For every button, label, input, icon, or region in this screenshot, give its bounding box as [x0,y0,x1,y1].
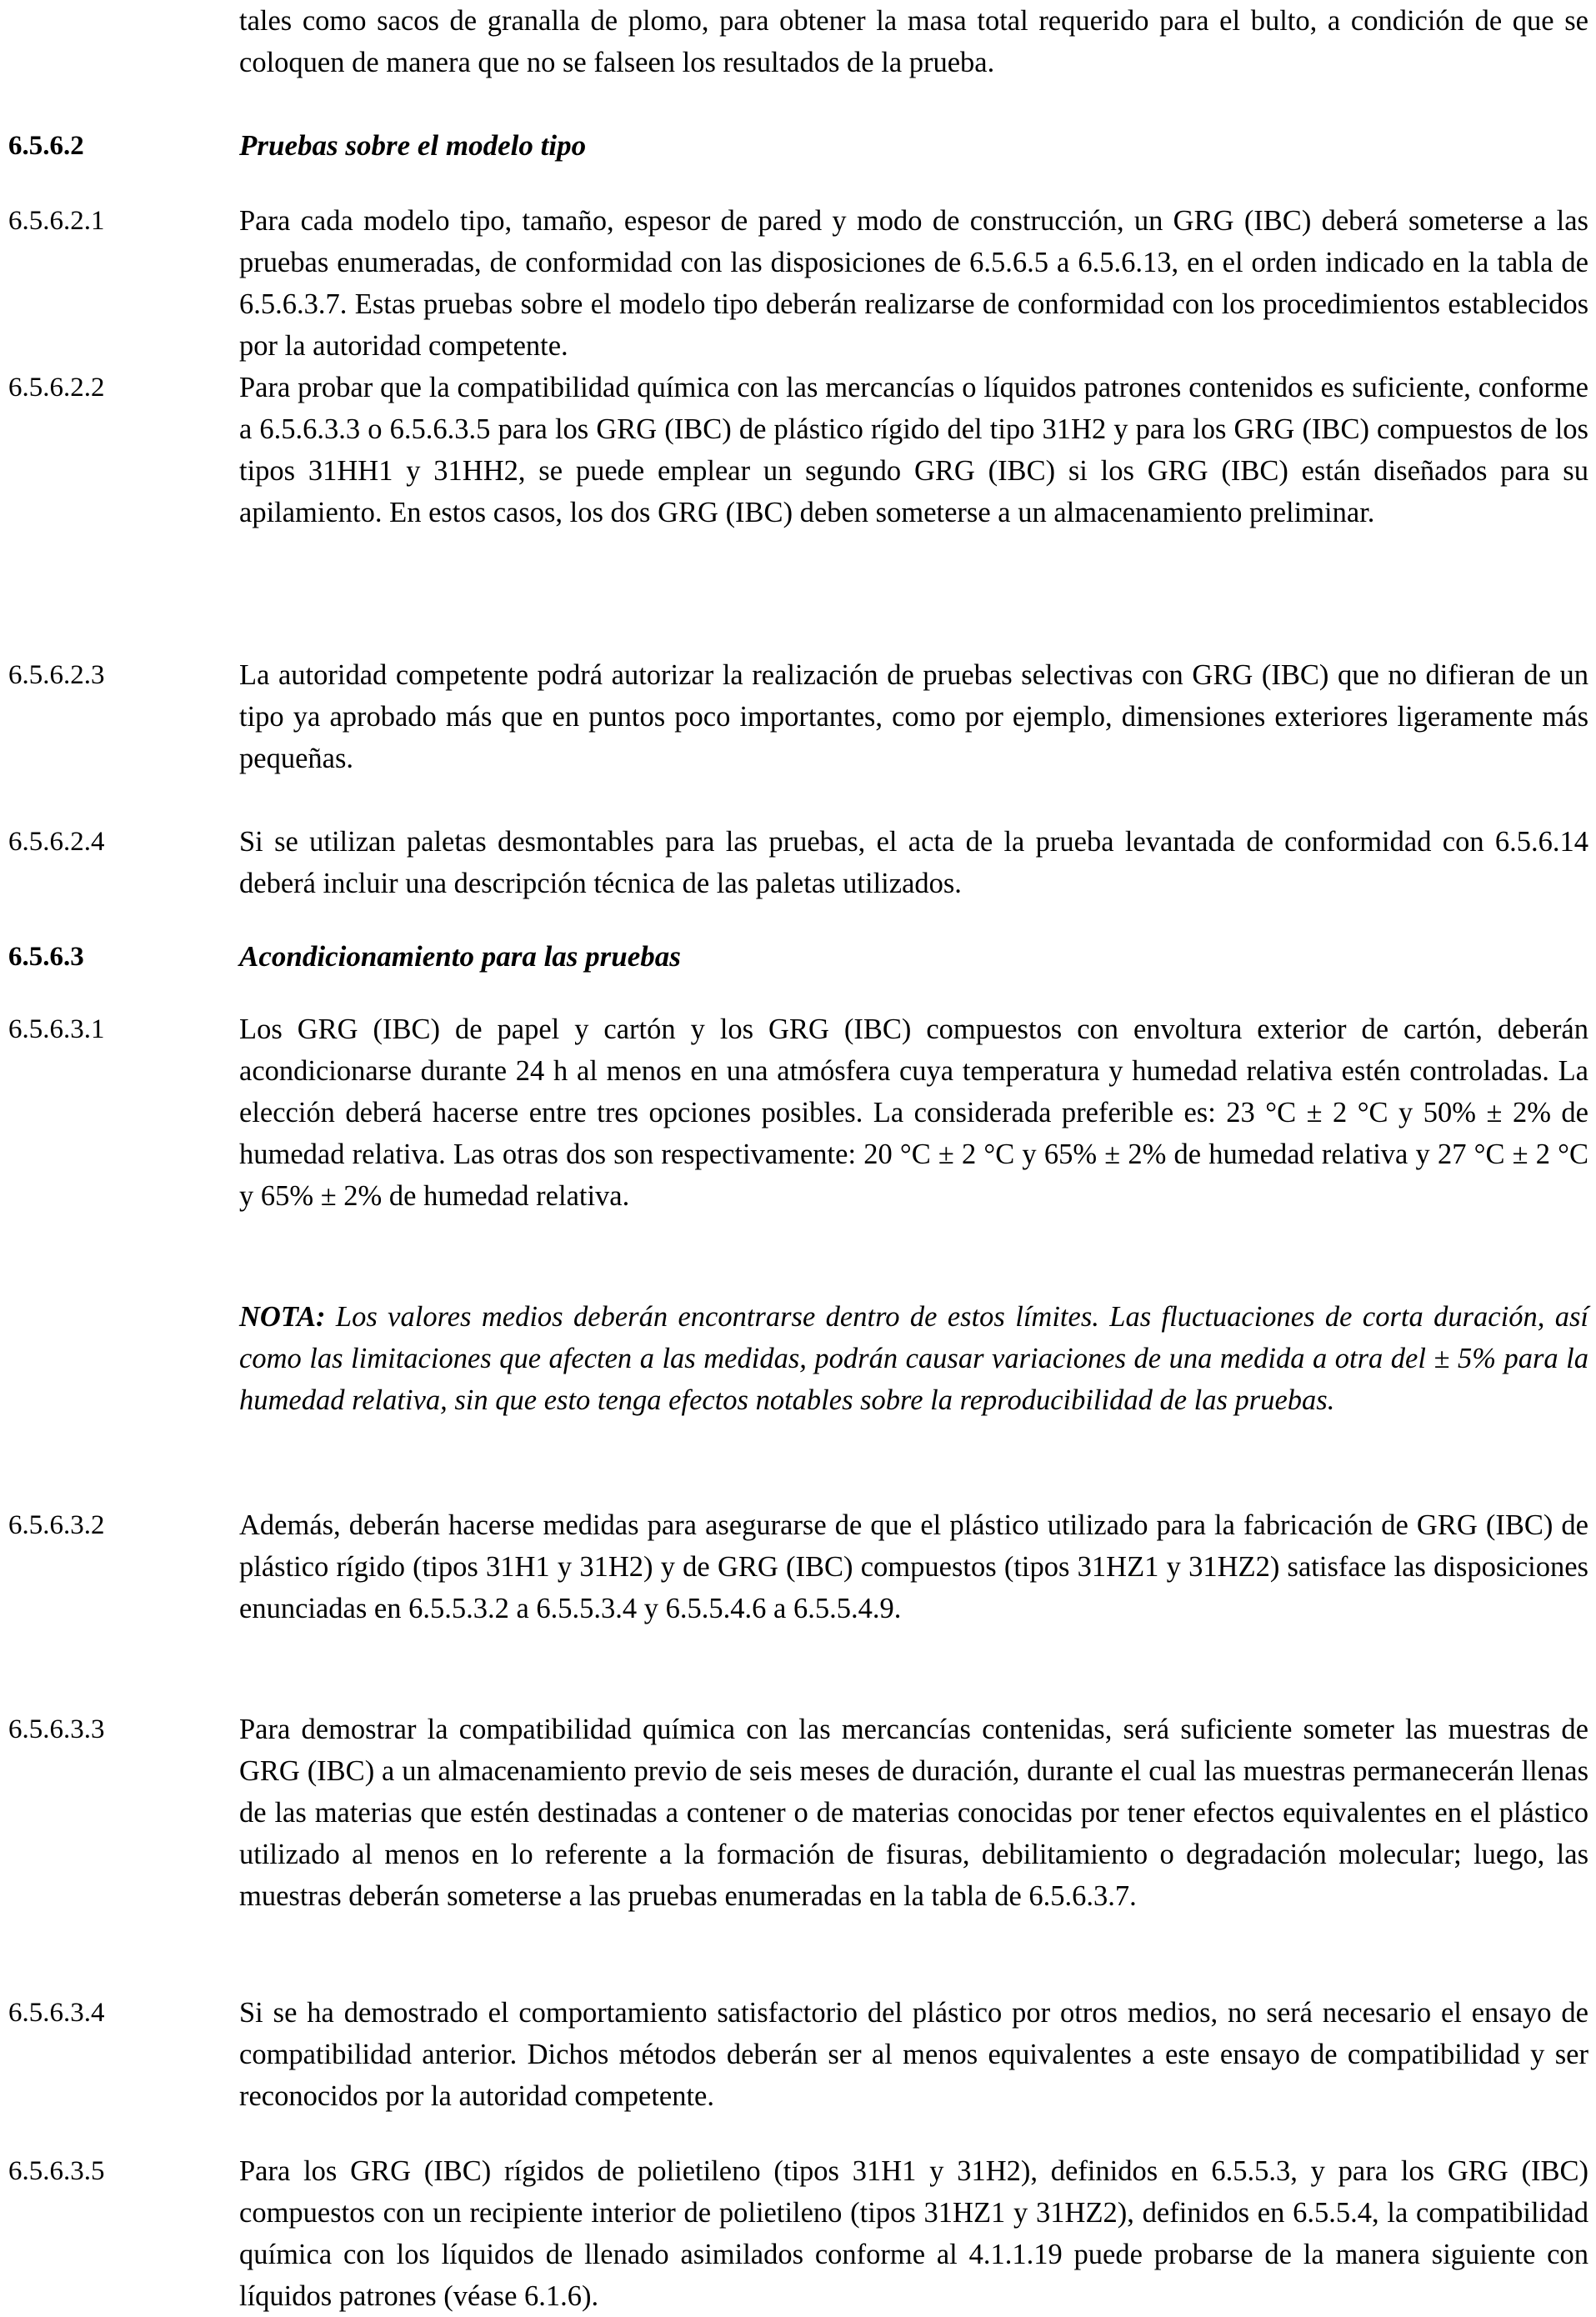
paragraph-text: Para demostrar la compatibilidad química con las mercancías contenidas, será suficiente someter las muestras de GRG (IBC) a un almacenamiento previo de seis meses de duración, durante el cual las muestras permanecerán llenas de las materias que estén destinadas a contener o de materias conocidas por tener efectos equivalentes en el plástico utilizado al menos en lo referente a la formación de fisuras, debilitamiento o degradación molecular; luego, las muestras deberán someterse a las pruebas enumeradas en la tabla de 6.5.6.3.7. [239,1714,1588,1912]
section-title: Acondicionamiento para las pruebas [239,940,681,973]
paragraph-number: 6.5.6.3.1 [8,1014,105,1044]
paragraph-number: 6.5.6.2.4 [8,827,105,857]
paragraph-number: 6.5.6.3.4 [8,1998,105,2028]
paragraph-text: Si se utilizan paletas desmontables para las pruebas, el acta de la prueba levantada de conformidad con 6.5.6.14 deberá incluir una descripción técnica de las paletas utilizados. [239,826,1588,899]
section-title: Pruebas sobre el modelo tipo [239,129,587,162]
section-number: 6.5.6.2 [8,131,84,161]
paragraph-text: tales como sacos de granalla de plomo, para obtener la masa total requerido para el bulto, a condición de que se coloquen de manera que no se falseen los resultados de la prueba. [239,5,1588,78]
paragraph-number: 6.5.6.3.5 [8,2156,105,2186]
section-number: 6.5.6.3 [8,942,84,972]
paragraph-number: 6.5.6.2.3 [8,660,105,690]
paragraph-text: La autoridad competente podrá autorizar la realización de pruebas selectivas con GRG (IBC) que no difieran de un tipo ya aprobado más que en puntos poco importantes, como por ejemplo, dimensiones exteriores ligeramente más pequeñas. [239,659,1588,774]
paragraph-text: Para probar que la compatibilidad química con las mercancías o líquidos patrones contenidos es suficiente, conforme a 6.5.6.3.3 o 6.5.6.3.5 para los GRG (IBC) de plástico rígido del tipo 31H2 y para los GRG (IBC) compuestos de los tipos 31HH1 y 31HH2, se puede emplear un segundo GRG (IBC) si los GRG (IBC) están diseñados para su apilamiento. En estos casos, los dos GRG (IBC) deben someterse a un almacenamiento preliminar. [239,372,1588,528]
paragraph-text: Para los GRG (IBC) rígidos de polietileno (tipos 31H1 y 31H2), definidos en 6.5.5.3, y para los GRG (IBC) compuestos con un recipiente interior de polietileno (tipos 31HZ1 y 31HZ2), definidos en 6.5.5.4, la compatibilidad química con los líquidos de llenado asimilados conforme al 4.1.1.19 puede probarse de la manera siguiente con líquidos patrones (véase 6.1.6). [239,2155,1588,2312]
note-body: Los valores medios deberán encontrarse dentro de estos límites. Las fluctuaciones de corta duración, así como las limitaciones que afecten a las medidas, podrán causar variaciones de una medida a otra del ± 5% para la humedad relativa, sin que esto tenga efectos notables sobre la reproducibilidad de las pruebas. [239,1301,1588,1416]
paragraph-text: Además, deberán hacerse medidas para asegurarse de que el plástico utilizado para la fabricación de GRG (IBC) de plástico rígido (tipos 31H1 y 31H2) y de GRG (IBC) compuestos (tipos 31HZ1 y 31HZ2) satisface las disposiciones enunciadas en 6.5.5.3.2 a 6.5.5.3.4 y 6.5.5.4.6 a 6.5.5.4.9. [239,1509,1588,1624]
note-label: NOTA: [239,1301,326,1333]
paragraph-number: 6.5.6.3.3 [8,1714,105,1744]
note-text [239,1296,1588,1421]
paragraph-text: Los GRG (IBC) de papel y cartón y los GRG (IBC) compuestos con envoltura exterior de cartón, deberán acondicionarse durante 24 h al menos en una atmósfera cuya temperatura y humedad relativa estén controladas. La elección deberá hacerse entre tres opciones posibles. La considerada preferible es: 23 °C ± 2 °C y 50% ± 2% de humedad relativa. Las otras dos son respectivamente: 20 °C ± 2 °C y 65% ± 2% de humedad relativa y 27 °C ± 2 °C y 65% ± 2% de humedad relativa. [239,1013,1588,1212]
paragraph-number: 6.5.6.2.2 [8,373,105,403]
paragraph-text: Si se ha demostrado el comportamiento satisfactorio del plástico por otros medios, no será necesario el ensayo de compatibilidad anterior. Dichos métodos deberán ser al menos equivalentes a este ensayo de compatibilidad y ser reconocidos por la autoridad competente. [239,1997,1588,2112]
paragraph-text: Para cada modelo tipo, tamaño, espesor de pared y modo de construcción, un GRG (IBC) deberá someterse a las pruebas enumeradas, de conformidad con las disposiciones de 6.5.6.5 a 6.5.6.13, en el orden indicado en la tabla de 6.5.6.3.7. Estas pruebas sobre el modelo tipo deberán realizarse de conformidad con los procedimientos establecidos por la autoridad competente. [239,205,1588,362]
paragraph-number: 6.5.6.2.1 [8,206,105,236]
paragraph-number: 6.5.6.3.2 [8,1510,105,1540]
